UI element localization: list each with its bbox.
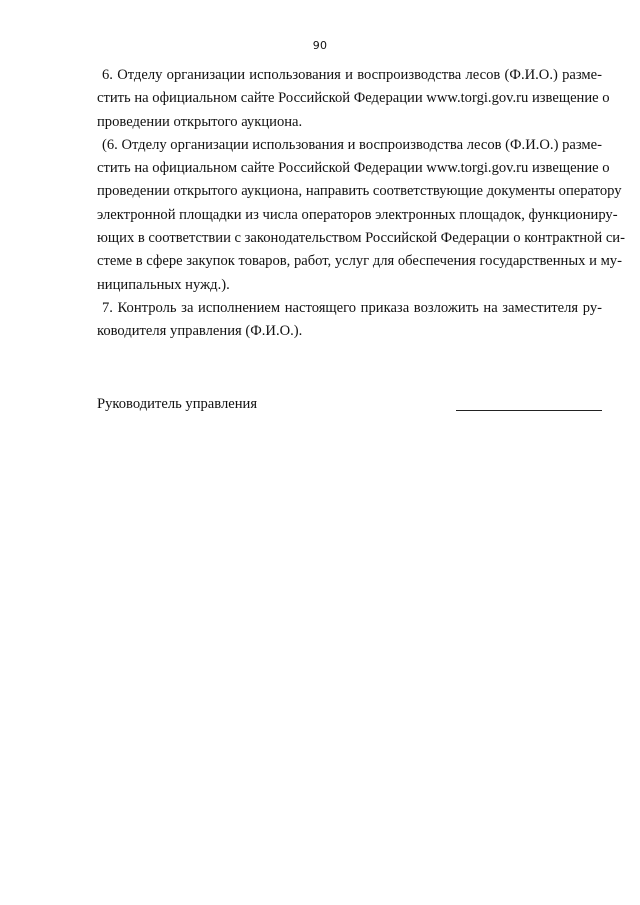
text-line: проведении открытого аукциона, направить соответствующие документы оператору <box>97 183 622 200</box>
text-line: (6. Отделу организации использования и воспроизводства лесов (Ф.И.О.) разме- <box>102 136 602 153</box>
text-line: ководителя управления (Ф.И.О.). <box>97 323 303 340</box>
document-body <box>97 64 625 344</box>
paragraph-item-6-alt <box>97 134 625 297</box>
paragraph-item-6 <box>97 64 610 134</box>
text-line: стить на официальном сайте Российской Федерации www.torgi.gov.ru извещение о <box>97 90 610 107</box>
signature-label: Руководитель управления <box>97 396 258 412</box>
page-number: 90 <box>312 39 328 52</box>
signature-block <box>97 394 602 418</box>
text-line: ниципальных нужд.). <box>97 276 230 293</box>
text-line: проведении открытого аукциона. <box>97 113 303 130</box>
signature-line <box>456 410 602 411</box>
text-line: 7. Контроль за исполнением настоящего приказа возложить на заместителя ру- <box>102 299 602 316</box>
paragraph-item-7 <box>97 297 602 344</box>
text-line: стить на официальном сайте Российской Федерации www.torgi.gov.ru извещение о <box>97 160 610 177</box>
text-line: ющих в соответствии с законодательством Российской Федерации о контрактной си- <box>97 230 625 247</box>
text-line: 6. Отделу организации использования и воспроизводства лесов (Ф.И.О.) разме- <box>102 67 602 83</box>
text-line: стеме в сфере закупок товаров, работ, услуг для обеспечения государственных и му- <box>97 253 622 270</box>
text-line: электронной площадки из числа операторов электронных площадок, функциониру- <box>97 206 618 223</box>
